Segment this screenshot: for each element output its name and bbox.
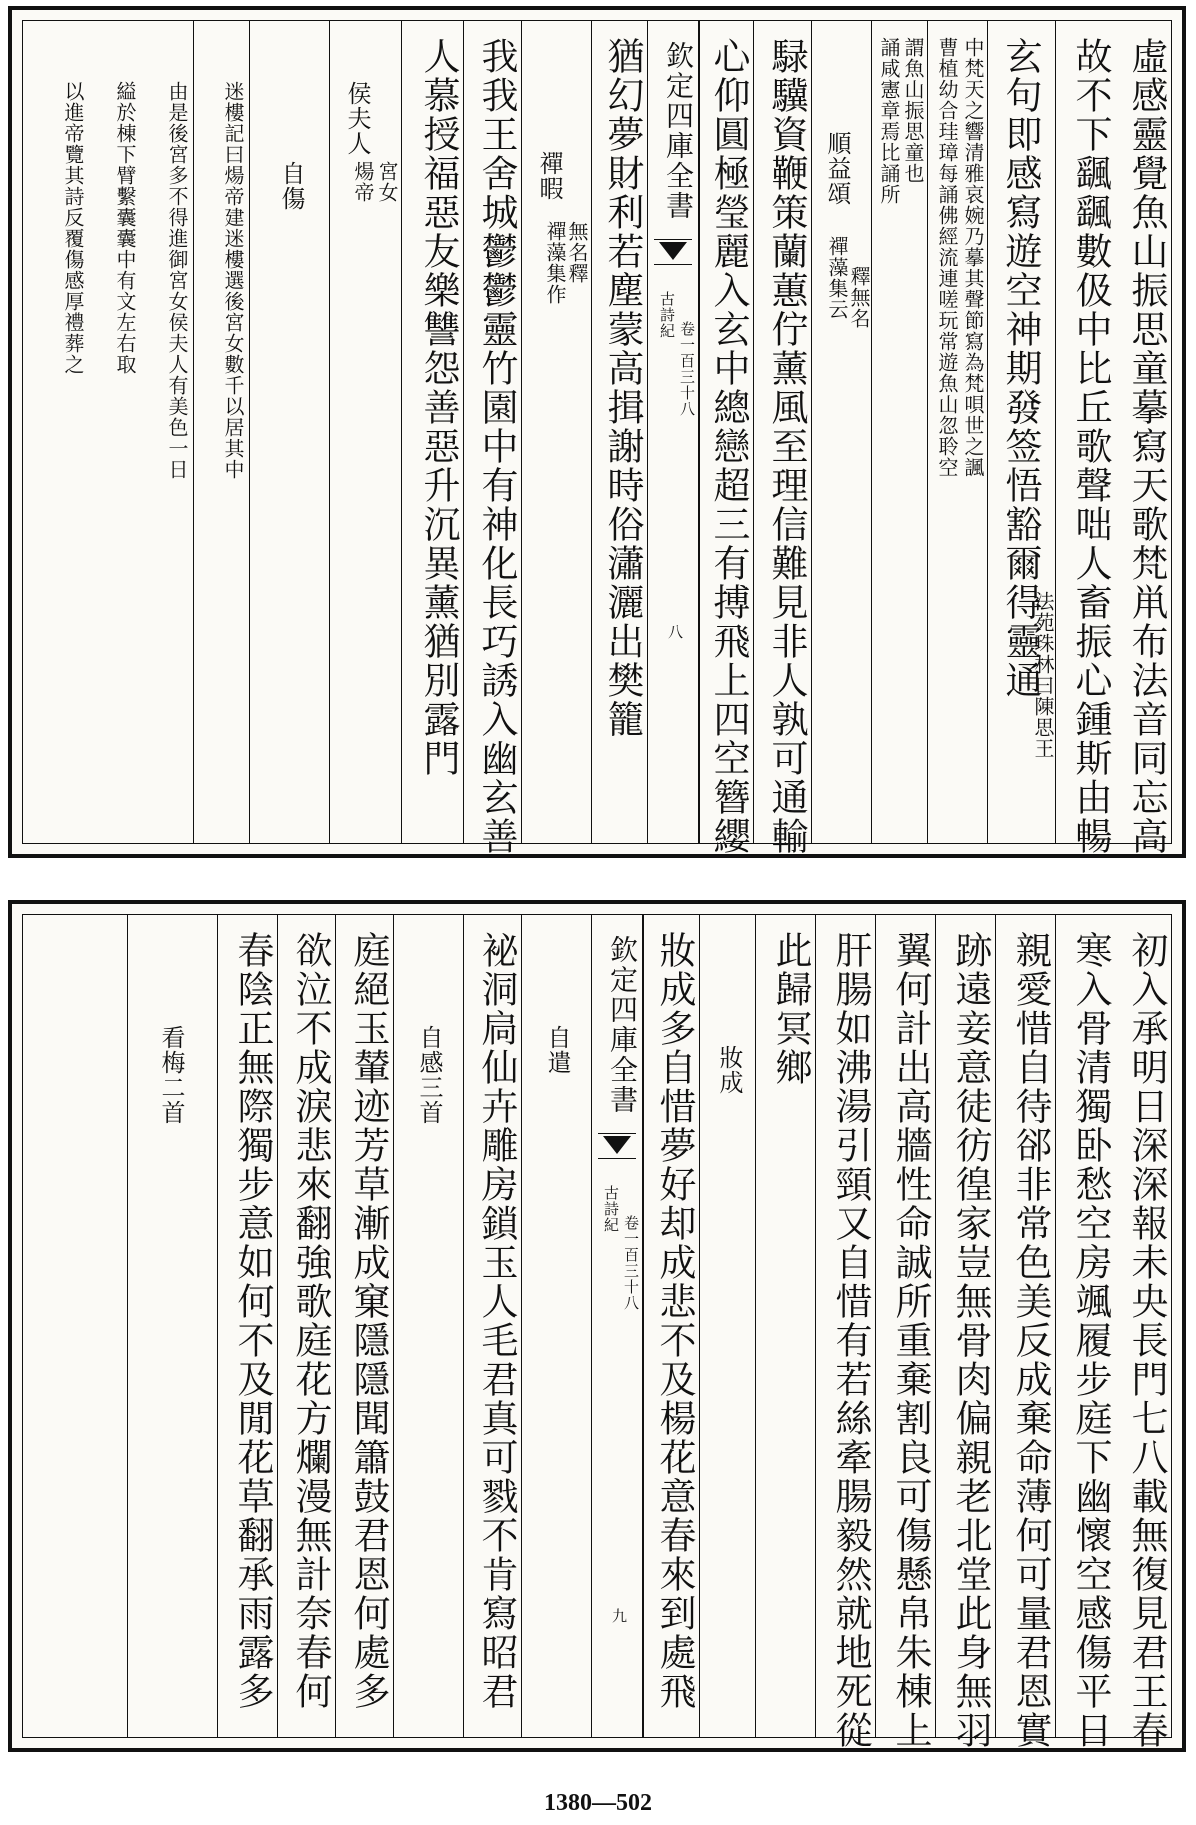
text-line: 玄句即感寫遊空神期發签悟豁爾得靈通 (999, 37, 1042, 700)
banner-page-number: 九 (612, 1607, 628, 1625)
text-line: 心仰圓極瑩麗入玄中總戀超三有搏飛上四空簪纓 (707, 37, 750, 856)
text-column (193, 21, 249, 843)
text-line: 騄驥資鞭策蘭蕙佇薰風至理信難見非人孰可通輸 (765, 37, 808, 856)
text-column (591, 21, 647, 843)
text-column (1115, 21, 1171, 856)
annotation: 由是後宮多不得進御宮女侯夫人有美色一日 (165, 81, 189, 480)
poem-title: 妝成 (715, 1045, 743, 1095)
text-column (521, 21, 591, 843)
annotation: 禪藻集作 (543, 221, 567, 305)
text-column (1055, 915, 1115, 1750)
text-column (463, 21, 521, 856)
poem-title: 自遣 (543, 1025, 571, 1075)
text-column (393, 915, 463, 1737)
text-column (1115, 915, 1171, 1750)
text-column (1055, 21, 1115, 856)
banner-volume: 卷一百三十八 (622, 1215, 640, 1311)
poem-title: 自感三首 (415, 1025, 443, 1125)
banner-title: 欽定四庫全書 (606, 935, 639, 1115)
text-column (995, 915, 1055, 1750)
text-line: 寒入骨清獨卧愁空房颯履步庭下幽懷空感傷平日 (1069, 931, 1112, 1750)
annotation: 謂魚山振思童也 (901, 37, 925, 184)
text-column (815, 915, 875, 1750)
text-line: 虛感靈覺魚山振思童摹寫天歌梵鼡布法音同忘高 (1125, 37, 1168, 856)
text-line: 袐洞扃仙卉雕房鎖玉人毛君真可戮不肯寫昭君 (475, 931, 518, 1711)
text-column (463, 915, 521, 1737)
text-line: 肝腸如沸湯引頸又自惜有若絲牽腸毅然就地死從 (829, 931, 872, 1750)
banner-title: 欽定四庫全書 (662, 41, 695, 221)
banner-book: 古詩紀 (658, 291, 676, 339)
text-column (875, 915, 935, 1750)
text-line: 跡遠妾意徒彷徨家豈無骨肉偏親老北堂此身無羽 (949, 931, 992, 1750)
poem-title: 看梅二首 (157, 1025, 185, 1125)
text-line: 親愛惜自待郤非常色美反成棄命薄何可量君恩實 (1009, 931, 1052, 1750)
annotation: 中梵天之響清雅哀婉乃摹其聲節寫為梵唄世之諷 (961, 37, 985, 478)
bottom-page (8, 900, 1186, 1752)
poem-title: 禪暇 (535, 151, 563, 201)
text-line: 欲泣不成淚悲來翻強歌庭花方爛漫無計奈春何 (289, 931, 332, 1711)
text-column (141, 21, 193, 843)
text-line: 初入承明日深深報未央長門七八載無復見君王春 (1125, 931, 1168, 1750)
annotation: 曹植幼合珪璋每誦佛經流連嗟玩常遊魚山忽聆空 (935, 37, 959, 478)
annotation: 無名釋 (565, 221, 589, 284)
author-name: 侯夫人 (343, 81, 371, 156)
text-column (329, 21, 401, 843)
fish-tail-mark (598, 1133, 636, 1159)
text-column (249, 21, 329, 843)
annotation: 法苑珠林曰陳思王 (1031, 591, 1055, 759)
text-column (217, 915, 277, 1737)
text-column (521, 915, 591, 1737)
text-column (699, 915, 755, 1737)
text-line: 我我王舍城鬱鬱靈竹園中有神化長巧誘入幽玄善 (475, 37, 518, 856)
annotation: 迷樓記曰煬帝建迷樓選後宮女數千以居其中 (221, 81, 245, 480)
annotation: 宮女 (375, 161, 399, 203)
bottom-page-frame (22, 914, 1172, 1750)
text-line: 故不下颻颻數伋中比丘歌聲咄人畜振心鍾斯由暢 (1069, 37, 1112, 856)
text-line: 此歸冥鄉 (769, 931, 812, 1087)
annotation: 禪藻集云 (825, 236, 849, 320)
annotation: 縊於棟下臂繫囊囊中有文左右取 (113, 81, 137, 375)
text-column (753, 21, 811, 856)
block-banner (647, 21, 699, 843)
text-line: 庭絕玉輦迹芳草漸成窠隱隱聞簫鼓君恩何處多 (347, 931, 390, 1711)
annotation: 釋無名 (847, 266, 871, 329)
text-column (335, 915, 393, 1737)
annotation: 以進帝覽其詩反覆傷感厚禮葬之 (61, 81, 85, 375)
top-page (8, 6, 1186, 858)
block-banner (591, 915, 643, 1737)
top-page-frame (22, 20, 1172, 856)
text-line: 人慕授福惡友樂讐怨善惡升沉異薰猶別露門 (417, 37, 460, 778)
text-line: 猶幻夢財利若塵蒙高揖謝時俗瀟灑出樊籠 (601, 37, 644, 739)
text-column (935, 915, 995, 1750)
text-line: 翼何計出高牆性命誠所重棄割良可傷懸帛朱棟上 (889, 931, 932, 1750)
text-column (643, 915, 699, 1737)
text-column (37, 21, 89, 843)
text-column (127, 915, 217, 1737)
catalog-number: 1380—502 (544, 1790, 652, 1816)
text-column (927, 21, 987, 843)
banner-volume: 卷一百三十八 (678, 321, 696, 417)
text-column (699, 21, 753, 856)
fish-tail-mark (654, 239, 692, 265)
text-column (871, 21, 927, 843)
poem-title: 順益頌 (823, 131, 851, 206)
text-column (277, 915, 335, 1737)
text-column (755, 915, 815, 1737)
annotation: 誦咸憲章焉比誦所 (877, 37, 901, 205)
text-column (401, 21, 463, 843)
banner-book: 古詩紀 (602, 1185, 620, 1233)
text-column (987, 21, 1055, 843)
banner-page-number: 八 (668, 623, 684, 641)
text-column (89, 21, 141, 843)
text-line: 妝成多自惜夢好却成悲不及楊花意春來到處飛 (653, 931, 696, 1711)
annotation: 煬帝 (351, 161, 375, 203)
poem-title: 自傷 (277, 161, 305, 211)
text-line: 春陰正無際獨步意如何不及閒花草翻承雨露多 (231, 931, 274, 1711)
text-column (811, 21, 871, 843)
